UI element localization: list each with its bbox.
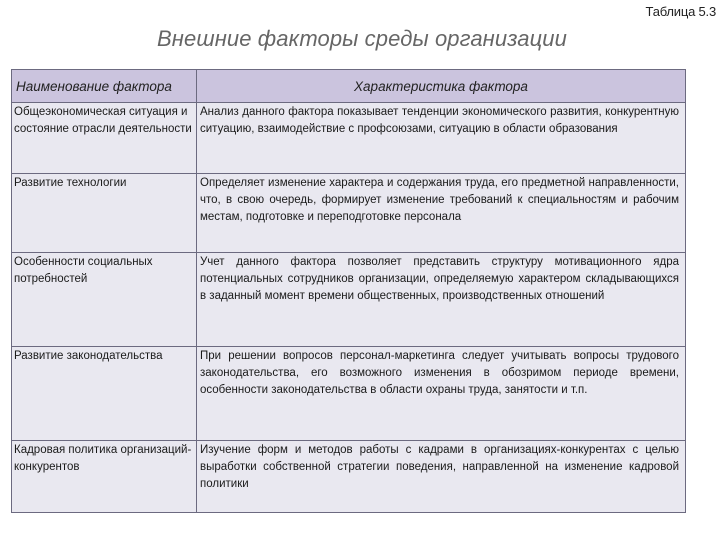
table-header — [12, 70, 686, 103]
table-row — [12, 347, 686, 441]
column-header-name: Наименование фактора — [12, 70, 197, 103]
table-row — [12, 174, 686, 253]
factor-characteristic-cell: Определяет изменение характера и содержания труда, его предметной направленности, что, в свою очередь, формирует изменение требований к специальностям и рабочим местам, подготовке и переподготовке персонала — [197, 174, 686, 253]
factor-name-cell: Развитие законодательства — [12, 347, 197, 441]
table-number: Таблица 5.3 — [645, 4, 716, 19]
table-row — [12, 253, 686, 347]
factor-name-cell: Развитие технологии — [12, 174, 197, 253]
column-header-characteristic: Характеристика фактора — [197, 70, 686, 103]
factor-characteristic-cell: Изучение форм и методов работы с кадрами в организациях-конкурентах с целью выработки собственной стратегии поведения, направленной на изменение кадровой политики — [197, 441, 686, 513]
factor-characteristic-cell: Учет данного фактора позволяет представить структуру мотивационного ядра потенциальных сотрудников организации, определяемую характером складывающихся в заданный момент времени общественных, производственных отношений — [197, 253, 686, 347]
factor-name-cell: Кадровая политика организаций-конкурентов — [12, 441, 197, 513]
factors-table — [11, 69, 686, 513]
factor-name-cell: Общеэкономическая ситуация и состояние отрасли деятельности — [12, 103, 197, 174]
page-title: Внешние факторы среды организации — [157, 26, 567, 51]
factor-characteristic-cell: При решении вопросов персонал-маркетинга следует учитывать вопросы трудового законодательства, его возможного изменения в обозримом периоде времени, особенности законодательства в области охраны труда, занятости и т.п. — [197, 347, 686, 441]
table-row — [12, 103, 686, 174]
factor-name-cell: Особенности социальных потребностей — [12, 253, 197, 347]
factor-characteristic-cell: Анализ данного фактора показывает тенденции экономического развития, конкурентную ситуацию, взаимодействие с профсоюзами, ситуацию в области образования — [197, 103, 686, 174]
header-row — [12, 70, 686, 103]
table-body — [12, 103, 686, 513]
table-row — [12, 441, 686, 513]
